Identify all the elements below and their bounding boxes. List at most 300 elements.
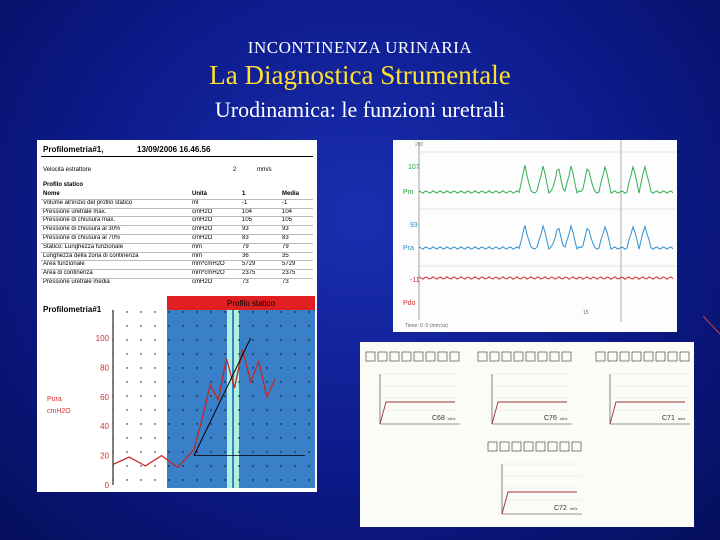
grid-dot — [140, 465, 141, 466]
grid-dot — [294, 465, 295, 466]
grid-dot — [266, 325, 267, 326]
mini-toolbar-icon — [512, 442, 521, 451]
grid-dot — [182, 409, 183, 410]
grid-dot — [182, 465, 183, 466]
grid-dot — [154, 325, 155, 326]
grid-dot — [182, 479, 183, 480]
mini-toolbar-icon — [548, 442, 557, 451]
table-cell: Pressione uretrale media — [43, 279, 110, 285]
urodynamic-trace-image — [393, 140, 677, 332]
mini-toolbar-icon — [500, 442, 509, 451]
grid-dot — [154, 367, 155, 368]
grid-dot — [126, 423, 127, 424]
grid-dot — [280, 409, 281, 410]
grid-dot — [280, 451, 281, 452]
grid-dot — [196, 395, 197, 396]
table-header-cell: 1 — [242, 191, 246, 197]
table-cell: 5729 — [282, 261, 296, 268]
trace-line-pdo — [419, 277, 673, 279]
mini-chart-label: C76 — [544, 415, 557, 422]
grid-dot — [224, 381, 225, 382]
slide-title-block — [0, 38, 720, 123]
grid-dot — [252, 465, 253, 466]
grid-dot — [168, 423, 169, 424]
mini-toolbar-icon — [366, 352, 375, 361]
table-cell: Area funzionale — [43, 261, 85, 268]
table-cell: 93 — [242, 226, 249, 233]
grid-dot — [126, 451, 127, 452]
profilometry-report-image — [37, 140, 317, 492]
chart-blue-region — [167, 310, 315, 488]
grid-dot — [238, 465, 239, 466]
grid-dot — [252, 409, 253, 410]
urodynamic-trace-chart — [393, 140, 677, 332]
grid-dot — [140, 353, 141, 354]
grid-dot — [196, 465, 197, 466]
mini-toolbar-icon — [644, 352, 653, 361]
mini-toolbar-icon — [514, 352, 523, 361]
report-header-datetime: 13/09/2006 16.46.56 — [137, 145, 211, 154]
grid-dot — [224, 339, 225, 340]
grid-dot — [280, 395, 281, 396]
mini-toolbar-icon — [524, 442, 533, 451]
grid-dot — [196, 381, 197, 382]
grid-dot — [308, 451, 309, 452]
grid-dot — [196, 325, 197, 326]
grid-dot — [266, 367, 267, 368]
mini-chart — [366, 352, 460, 424]
mini-toolbar-icon — [572, 442, 581, 451]
grid-dot — [294, 423, 295, 424]
grid-dot — [210, 367, 211, 368]
mini-toolbar-icon — [632, 352, 641, 361]
mini-chart-label: C68 — [432, 415, 445, 422]
grid-dot — [210, 339, 211, 340]
table-cell: 79 — [242, 243, 249, 250]
grid-dot — [294, 339, 295, 340]
grid-dot — [140, 409, 141, 410]
slide-supertitle: INCONTINENZA URINARIA — [247, 38, 473, 57]
report-header-profile: Profilometria#1, — [43, 145, 104, 154]
mini-toolbar-icon — [502, 352, 511, 361]
grid-dot — [266, 451, 267, 452]
trace-y-top: 200 — [415, 142, 424, 148]
table-cell: 104 — [282, 208, 293, 215]
grid-dot — [210, 409, 211, 410]
static-profile-label: Profilo statico — [43, 182, 84, 188]
grid-dot — [308, 465, 309, 466]
grid-dot — [238, 325, 239, 326]
grid-dot — [154, 423, 155, 424]
grid-dot — [266, 465, 267, 466]
grid-dot — [210, 437, 211, 438]
mini-toolbar-icon — [426, 352, 435, 361]
mini-chart — [478, 352, 572, 424]
table-cell: 105 — [282, 217, 293, 224]
y-tick-label: 100 — [95, 334, 109, 343]
trace-label-minus11: -11 — [410, 277, 420, 284]
grid-dot — [126, 437, 127, 438]
trace-label-pra: Pra — [403, 245, 414, 252]
grid-dot — [168, 451, 169, 452]
mini-toolbar-icon — [562, 352, 571, 361]
table-cell: 35 — [282, 252, 289, 259]
grid-dot — [154, 437, 155, 438]
y-tick-label: 0 — [104, 481, 109, 490]
grid-dot — [140, 367, 141, 368]
grid-dot — [182, 339, 183, 340]
mini-toolbar-icon — [620, 352, 629, 361]
mini-toolbar-icon — [668, 352, 677, 361]
grid-dot — [266, 339, 267, 340]
mini-toolbar-icon — [478, 352, 487, 361]
grid-dot — [252, 353, 253, 354]
grid-dot — [238, 395, 239, 396]
trace-line-pra — [419, 225, 673, 249]
grid-dot — [280, 353, 281, 354]
grid-dot — [280, 325, 281, 326]
grid-dot — [168, 395, 169, 396]
grid-dot — [308, 353, 309, 354]
speed-label: Velocità estrattore — [43, 167, 92, 173]
grid-dot — [238, 311, 239, 312]
grid-dot — [154, 311, 155, 312]
mini-chart-label: C71 — [662, 415, 675, 422]
grid-dot — [280, 437, 281, 438]
grid-dot — [126, 381, 127, 382]
table-cell: 104 — [242, 208, 253, 215]
grid-dot — [126, 395, 127, 396]
table-cell: Pressione di chiusura max. — [43, 217, 116, 224]
grid-dot — [182, 395, 183, 396]
grid-dot — [280, 465, 281, 466]
grid-dot — [266, 381, 267, 382]
table-cell: mm — [192, 252, 202, 259]
grid-dot — [154, 381, 155, 382]
mini-toolbar-icon — [402, 352, 411, 361]
mini-chart-unit: ml/s — [678, 416, 686, 421]
table-cell: cmH2O — [192, 279, 213, 285]
grid-dot — [154, 451, 155, 452]
mini-chart — [596, 352, 690, 424]
grid-dot — [196, 409, 197, 410]
grid-dot — [140, 395, 141, 396]
grid-dot — [196, 367, 197, 368]
grid-dot — [224, 479, 225, 480]
grid-dot — [294, 367, 295, 368]
table-cell: 93 — [282, 226, 289, 233]
grid-dot — [238, 451, 239, 452]
table-cell: mm — [192, 243, 202, 250]
table-cell: 79 — [282, 243, 289, 250]
mini-toolbar-icon — [680, 352, 689, 361]
grid-dot — [308, 339, 309, 340]
grid-dot — [182, 325, 183, 326]
grid-dot — [238, 479, 239, 480]
grid-dot — [154, 409, 155, 410]
grid-dot — [224, 395, 225, 396]
mini-chart-unit: ml/s — [570, 506, 578, 511]
grid-dot — [182, 451, 183, 452]
table-cell: Volume all'inizio del profilo statico — [43, 199, 133, 206]
trace-label-107: 107 — [408, 164, 420, 171]
grid-dot — [308, 395, 309, 396]
grid-dot — [252, 437, 253, 438]
table-cell: ml — [192, 199, 199, 206]
table-cell: 83 — [282, 235, 289, 241]
grid-dot — [154, 353, 155, 354]
mini-chart — [488, 442, 582, 514]
grid-dot — [140, 451, 141, 452]
grid-dot — [266, 311, 267, 312]
grid-dot — [210, 325, 211, 326]
grid-dot — [252, 325, 253, 326]
grid-dot — [280, 423, 281, 424]
grid-dot — [238, 381, 239, 382]
grid-dot — [182, 381, 183, 382]
grid-dot — [280, 367, 281, 368]
table-cell: mm*cmH2O — [192, 261, 225, 268]
table-cell: -1 — [242, 199, 248, 206]
grid-dot — [154, 479, 155, 480]
table-cell: Area di continenza — [43, 270, 93, 277]
grid-dot — [294, 325, 295, 326]
table-cell: cmH2O — [192, 235, 213, 241]
speed-unit: mm/s — [257, 167, 272, 173]
trace-line-pm — [419, 165, 673, 193]
grid-dot — [168, 339, 169, 340]
grid-dot — [294, 437, 295, 438]
grid-dot — [252, 381, 253, 382]
grid-dot — [308, 437, 309, 438]
grid-dot — [224, 423, 225, 424]
grid-dot — [126, 353, 127, 354]
mini-chart-unit: ml/s — [560, 416, 568, 421]
mini-chart-label: C72 — [554, 505, 567, 512]
grid-dot — [210, 311, 211, 312]
y-tick-label: 80 — [100, 363, 109, 373]
speed-value: 2 — [233, 167, 237, 173]
grid-dot — [238, 409, 239, 410]
cyan-marker-right — [234, 310, 239, 488]
grid-dot — [252, 311, 253, 312]
grid-dot — [308, 479, 309, 480]
grid-dot — [280, 339, 281, 340]
grid-dot — [224, 451, 225, 452]
table-cell: 5729 — [242, 261, 256, 268]
grid-dot — [252, 395, 253, 396]
grid-dot — [266, 423, 267, 424]
mini-toolbar-icon — [490, 352, 499, 361]
grid-dot — [238, 423, 239, 424]
table-cell: Pressione di chiusura al 70% — [43, 235, 121, 241]
grid-dot — [140, 339, 141, 340]
grid-dot — [126, 479, 127, 480]
grid-dot — [210, 465, 211, 466]
grid-dot — [210, 395, 211, 396]
grid-dot — [126, 465, 127, 466]
grid-dot — [294, 451, 295, 452]
grid-dot — [210, 479, 211, 480]
grid-dot — [308, 325, 309, 326]
grid-dot — [266, 409, 267, 410]
table-cell: 73 — [242, 279, 249, 285]
grid-dot — [308, 367, 309, 368]
mini-toolbar-icon — [488, 442, 497, 451]
grid-dot — [280, 381, 281, 382]
grid-dot — [252, 451, 253, 452]
mini-chart-unit: ml/s — [448, 416, 456, 421]
grid-dot — [126, 339, 127, 340]
grid-dot — [308, 381, 309, 382]
grid-dot — [308, 311, 309, 312]
grid-dot — [224, 437, 225, 438]
grid-dot — [210, 451, 211, 452]
grid-dot — [252, 423, 253, 424]
slide-title: La Diagnostica Strumentale — [209, 60, 511, 90]
flow-charts-image — [360, 342, 694, 527]
grid-dot — [168, 409, 169, 410]
table-cell: Pressione uretrale max. — [43, 208, 107, 215]
grid-dot — [154, 465, 155, 466]
grid-dot — [182, 437, 183, 438]
table-cell: Pressione di chiusura al 30% — [43, 226, 121, 233]
grid-dot — [168, 465, 169, 466]
grid-dot — [224, 325, 225, 326]
grid-dot — [280, 311, 281, 312]
table-cell: mm*cmH2O — [192, 270, 225, 277]
table-cell: 83 — [242, 235, 249, 241]
mini-toolbar-icon — [414, 352, 423, 361]
mini-toolbar-icon — [550, 352, 559, 361]
table-cell: -1 — [282, 199, 288, 206]
grid-dot — [294, 479, 295, 480]
axis-label-unit: cmH2O — [47, 408, 71, 415]
grid-dot — [224, 465, 225, 466]
grid-dot — [266, 353, 267, 354]
grid-dot — [140, 423, 141, 424]
table-cell: cmH2O — [192, 217, 213, 224]
grid-dot — [168, 367, 169, 368]
table-cell: cmH2O — [192, 208, 213, 215]
mini-toolbar-icon — [526, 352, 535, 361]
grid-dot — [210, 381, 211, 382]
table-cell: 73 — [282, 279, 289, 285]
y-tick-label: 60 — [100, 392, 109, 402]
grid-dot — [126, 367, 127, 368]
grid-dot — [294, 409, 295, 410]
table-cell: 36 — [242, 252, 249, 259]
grid-dot — [266, 437, 267, 438]
grid-dot — [182, 423, 183, 424]
grid-dot — [252, 339, 253, 340]
table-header-cell: Nome — [43, 191, 60, 197]
grid-dot — [168, 325, 169, 326]
table-cell: 2375 — [242, 270, 256, 277]
grid-dot — [294, 395, 295, 396]
grid-dot — [182, 367, 183, 368]
grid-dot — [308, 409, 309, 410]
grid-dot — [238, 437, 239, 438]
grid-dot — [252, 479, 253, 480]
grid-dot — [168, 311, 169, 312]
grid-dot — [224, 409, 225, 410]
grid-dot — [168, 479, 169, 480]
grid-dot — [294, 381, 295, 382]
grid-dot — [140, 479, 141, 480]
grid-dot — [280, 479, 281, 480]
grid-dot — [224, 353, 225, 354]
table-cell: Lunghezza della zona di continenza — [43, 252, 139, 259]
trace-label-93: 93 — [410, 222, 418, 229]
table-cell: Statico: Lunghezza funzionale — [43, 243, 124, 250]
slide-subtitle: Urodinamica: le funzioni uretrali — [214, 97, 506, 122]
grid-dot — [154, 339, 155, 340]
grid-dot — [294, 353, 295, 354]
mini-toolbar-icon — [378, 352, 387, 361]
table-cell: cmH2O — [192, 226, 213, 233]
grid-dot — [168, 353, 169, 354]
grid-dot — [140, 311, 141, 312]
cyan-marker-left — [227, 310, 232, 488]
band-label: Profilo statico — [227, 299, 276, 308]
grid-dot — [126, 409, 127, 410]
grid-dot — [126, 311, 127, 312]
y-tick-label: 20 — [100, 451, 109, 461]
grid-dot — [308, 423, 309, 424]
grid-dot — [168, 437, 169, 438]
grid-dot — [210, 423, 211, 424]
grid-dot — [140, 325, 141, 326]
grid-dot — [182, 311, 183, 312]
grid-dot — [196, 339, 197, 340]
grid-dot — [238, 339, 239, 340]
grid-dot — [126, 325, 127, 326]
grid-dot — [196, 479, 197, 480]
static-profile-chart — [37, 140, 317, 492]
table-header-cell: Unità — [192, 191, 207, 197]
grid-dot — [140, 437, 141, 438]
chart-title: Profilometria#1 — [43, 305, 102, 314]
trace-label-pdo: Pdo — [403, 300, 416, 307]
grid-dot — [224, 311, 225, 312]
trace-time-value: 15 — [583, 310, 589, 316]
grid-dot — [266, 479, 267, 480]
mini-toolbar-icon — [538, 352, 547, 361]
y-tick-label: 40 — [100, 422, 109, 432]
mini-toolbar-icon — [450, 352, 459, 361]
table-cell: 105 — [242, 217, 253, 224]
mini-toolbar-icon — [390, 352, 399, 361]
grid-dot — [196, 311, 197, 312]
mini-toolbar-icon — [438, 352, 447, 361]
flow-mini-charts — [360, 342, 694, 527]
table-cell: 2375 — [282, 270, 296, 277]
mini-toolbar-icon — [608, 352, 617, 361]
grid-dot — [196, 423, 197, 424]
grid-dot — [168, 381, 169, 382]
table-header-cell: Media — [282, 191, 300, 197]
grid-dot — [238, 353, 239, 354]
axis-label-pura: Pura — [47, 396, 62, 403]
grid-dot — [140, 381, 141, 382]
grid-dot — [252, 367, 253, 368]
mini-toolbar-icon — [536, 442, 545, 451]
grid-dot — [154, 395, 155, 396]
mini-toolbar-icon — [560, 442, 569, 451]
grid-dot — [294, 311, 295, 312]
grid-dot — [196, 353, 197, 354]
